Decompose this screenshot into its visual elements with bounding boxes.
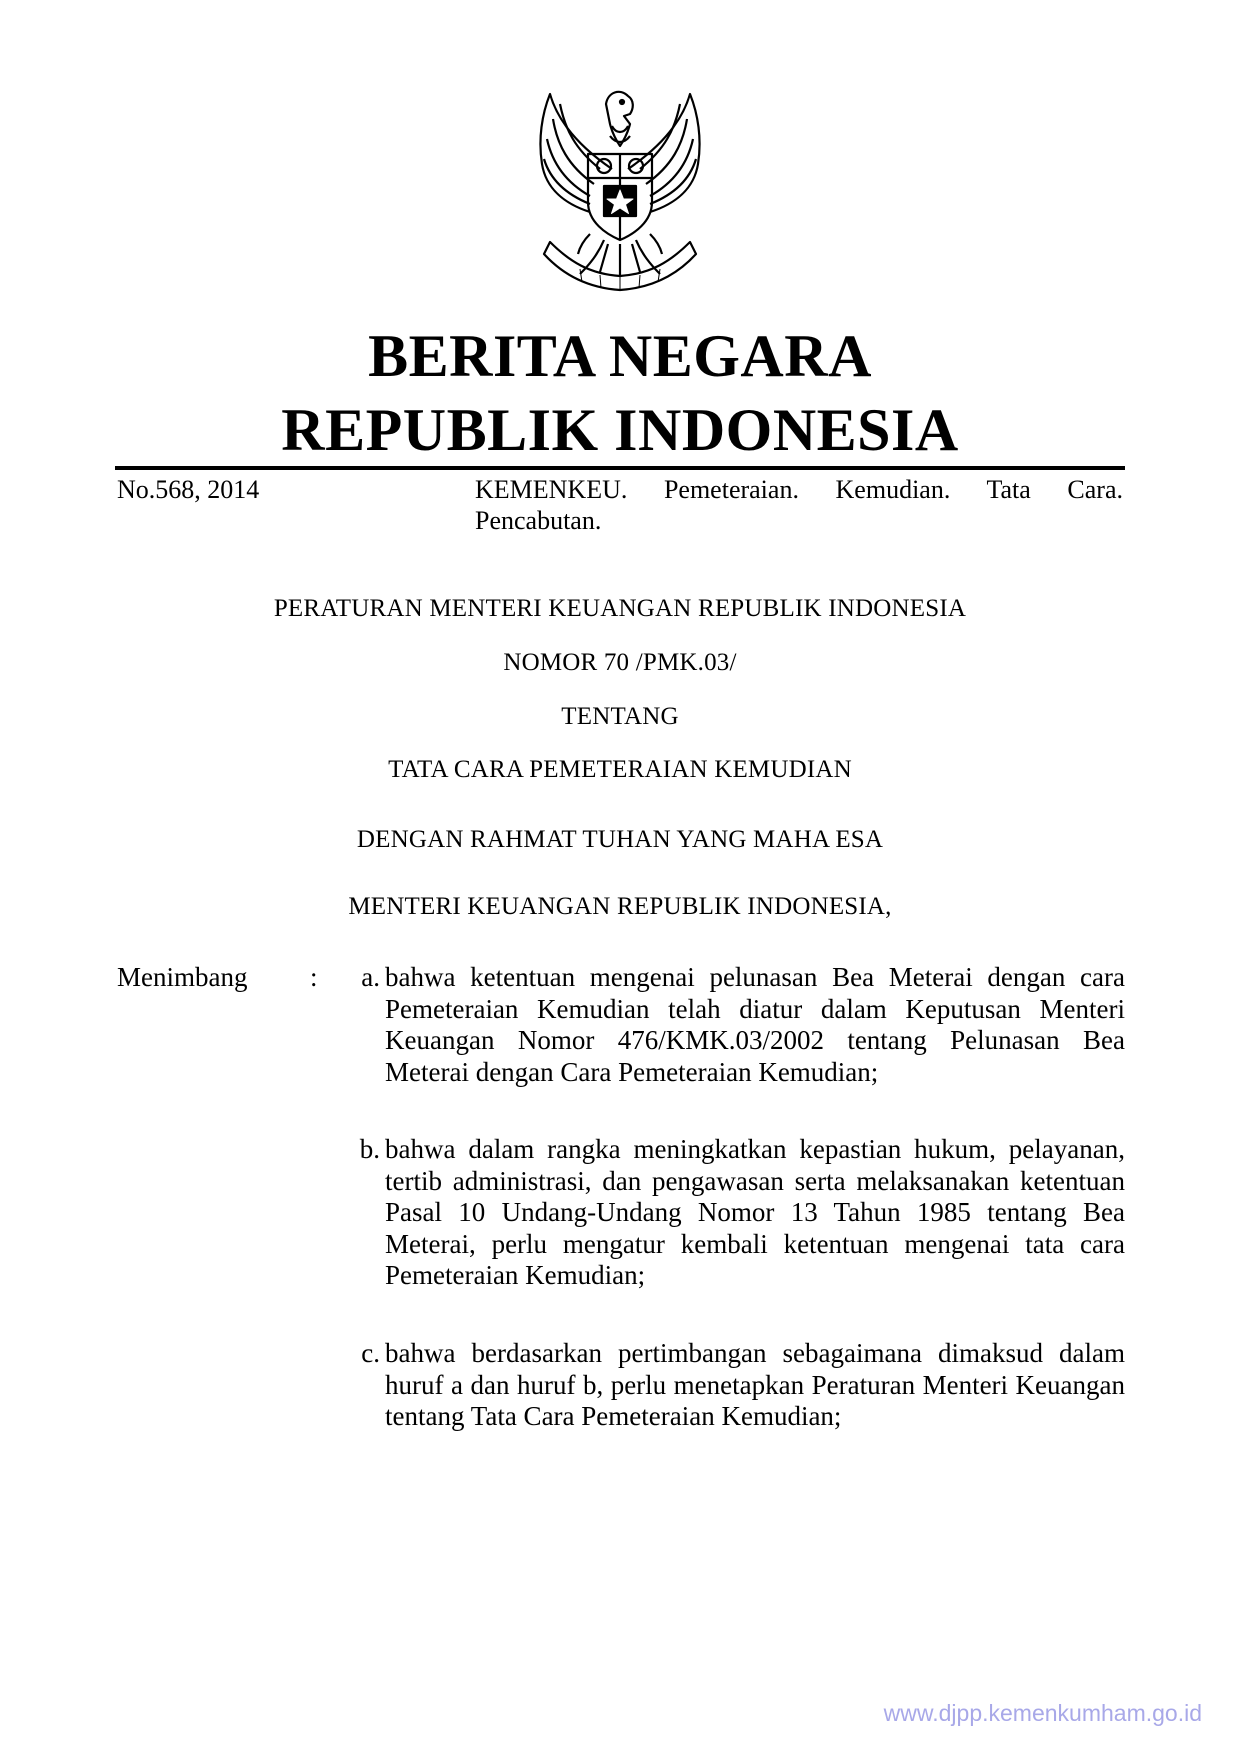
item-text: bahwa ketentuan mengenai pelunasan Bea Meterai dengan cara Pemeteraian Kemudian telah diatur dalam Keputusan Menteri Keuangan Nomor 476/KMK.03/2002 tentang Pelunasan Bea Meterai dengan Cara Pemeteraian Kemudian; — [385, 962, 1125, 1087]
item-marker: c. — [361, 1338, 380, 1368]
considering-colon: : — [310, 962, 318, 992]
item-text: bahwa dalam rangka meningkatkan kepastian hukum, pelayanan, tertib administrasi, dan pengawasan serta melaksanakan ketentuan Pasal 10 Undang-Undang Nomor 13 Tahun 1985 tentang Bea Meterai, perlu mengatur kembali ketentuan mengenai tata cara Pemeteraian Kemudian; — [385, 1134, 1125, 1290]
masthead-line-2: REPUBLIK INDONESIA — [281, 397, 959, 463]
footer-url-watermark[interactable]: www.djpp.kemenkumham.go.id — [883, 1700, 1202, 1726]
regulation-title: TATA CARA PEMETERAIAN KEMUDIAN — [388, 756, 852, 783]
item-marker: a. — [361, 962, 380, 992]
item-marker: b. — [359, 1134, 380, 1164]
tentang-label: TENTANG — [561, 703, 679, 730]
garuda-emblem-icon — [520, 84, 720, 299]
masthead-divider — [115, 466, 1125, 470]
regulation-heading: PERATURAN MENTERI KEUANGAN REPUBLIK INDONESIA — [273, 595, 967, 622]
regulation-number: NOMOR 70 /PMK.03/ — [503, 649, 737, 676]
item-text: bahwa berdasarkan pertimbangan sebagaimana dimaksud dalam huruf a dan huruf b, perlu menetapkan Peraturan Menteri Keuangan tentang Tata Cara Pemeteraian Kemudian; — [385, 1338, 1125, 1431]
invocation: DENGAN RAHMAT TUHAN YANG MAHA ESA — [356, 826, 884, 853]
considering-label: Menimbang — [117, 962, 248, 992]
gazette-subject: KEMENKEU. Pemeteraian. Kemudian. Tata Cara. Pencabutan. — [475, 475, 1123, 535]
masthead-line-1: BERITA NEGARA — [368, 323, 872, 389]
gazette-number: No.568, 2014 — [117, 475, 260, 504]
issuer: MENTERI KEUANGAN REPUBLIK INDONESIA, — [348, 893, 892, 920]
